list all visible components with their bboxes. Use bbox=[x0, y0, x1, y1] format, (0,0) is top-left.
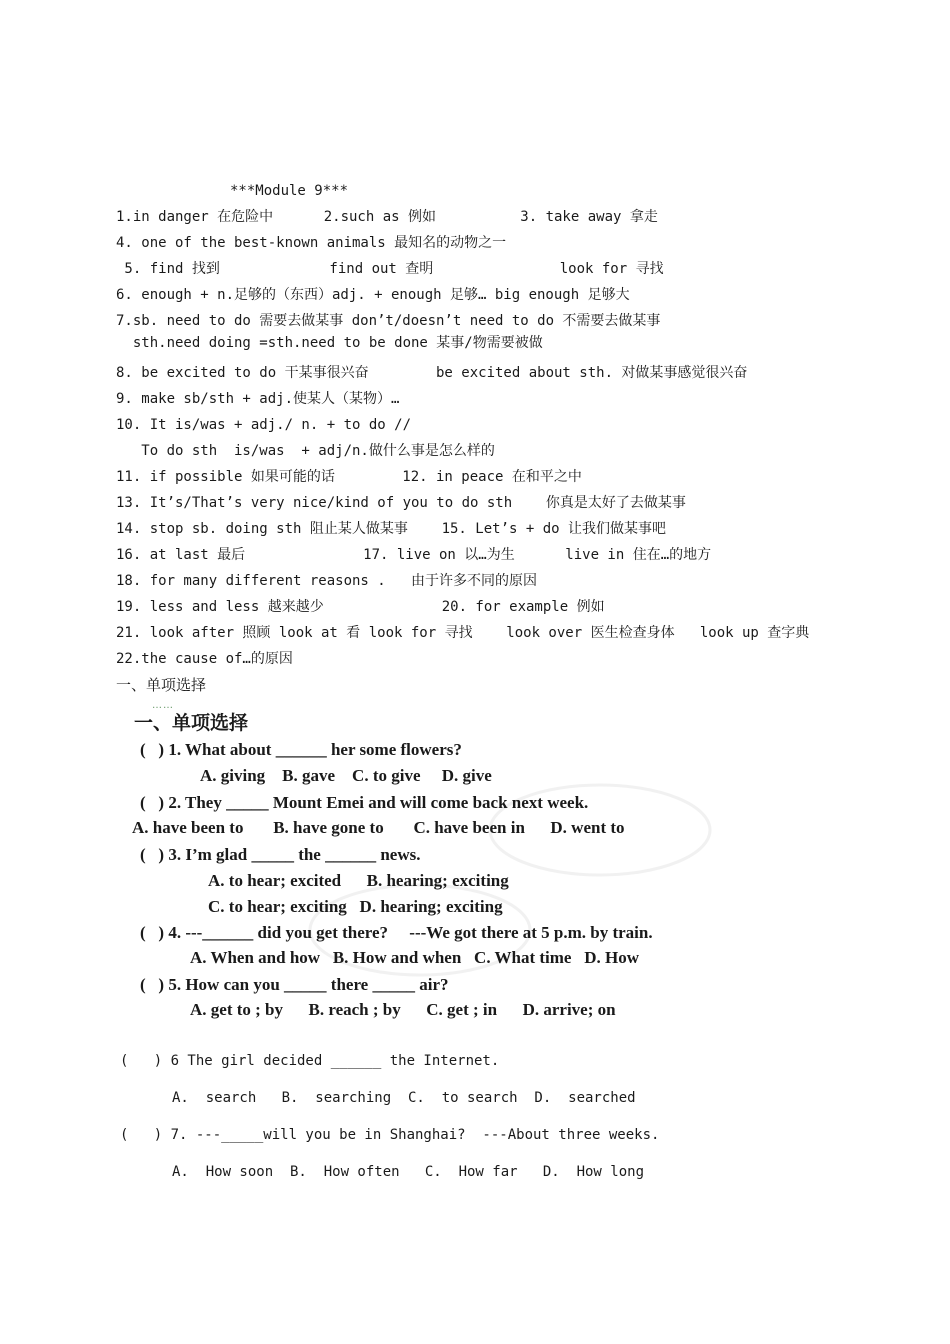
question-2: ( ) 2. They _____ Mount Emei and will come back next week. bbox=[140, 793, 589, 812]
section-heading-big: 一、单项选择 bbox=[134, 712, 249, 734]
question-4: ( ) 4. ---______ did you get there? ---We got there at 5 p.m. by train. bbox=[140, 923, 653, 942]
phrase-line-17: 21. look after 照顾 look at 看 look for 寻找 look over 医生检查身体 look up 查字典 bbox=[116, 625, 810, 641]
phrase-line-18: 22.the cause of…的原因 bbox=[116, 651, 293, 667]
decorative-dots: …… bbox=[152, 700, 174, 711]
phrase-line-7: 8. be excited to do 干某事很兴奋 be excited about sth. 对做某事感觉很兴奋 bbox=[116, 365, 748, 381]
section-heading-small: 一、单项选择 bbox=[116, 676, 207, 694]
question-3: ( ) 3. I’m glad _____ the ______ news. bbox=[140, 845, 421, 864]
phrase-line-3: 5. find 找到 find out 查明 look for 寻找 bbox=[116, 261, 664, 277]
question-5-options: A. get to ; by B. reach ; by C. get ; in D. arrive; on bbox=[190, 1000, 616, 1019]
question-3-options-a: A. to hear; excited B. hearing; exciting bbox=[208, 871, 509, 890]
question-6: ( ) 6 The girl decided ______ the Internet. bbox=[120, 1053, 500, 1069]
question-2-options: A. have been to B. have gone to C. have been in D. went to bbox=[132, 818, 625, 837]
question-1-options: A. giving B. gave C. to give D. give bbox=[200, 766, 492, 785]
phrase-line-11: 11. if possible 如果可能的话 12. in peace 在和平之中 bbox=[116, 469, 582, 485]
question-7: ( ) 7. ---_____will you be in Shanghai? ---About three weeks. bbox=[120, 1127, 660, 1143]
phrase-line-6: sth.need doing =sth.need to be done 某事/物需要被做 bbox=[116, 335, 543, 351]
phrase-line-14: 16. at last 最后 17. live on 以…为生 live in 住在…的地方 bbox=[116, 547, 712, 563]
phrase-line-5: 7.sb. need to do 需要去做某事 don’t/doesn’t need to do 不需要去做某事 bbox=[116, 313, 661, 329]
question-4-options: A. When and how B. How and when C. What time D. How bbox=[190, 948, 639, 967]
phrase-line-2: 4. one of the best-known animals 最知名的动物之一 bbox=[116, 235, 507, 251]
question-1: ( ) 1. What about ______ her some flowers? bbox=[140, 740, 462, 759]
phrase-line-8: 9. make sb/sth + adj.使某人（某物）… bbox=[116, 391, 400, 407]
phrase-line-9: 10. It is/was + adj./ n. + to do // bbox=[116, 417, 412, 433]
phrase-line-10: To do sth is/was + adj/n.做什么事是怎么样的 bbox=[116, 443, 495, 459]
phrase-line-4: 6. enough + n.足够的（东西）adj. + enough 足够… big enough 足够大 bbox=[116, 287, 630, 303]
phrase-line-15: 18. for many different reasons . 由于许多不同的原因 bbox=[116, 573, 538, 589]
phrase-line-16: 19. less and less 越来越少 20. for example 例如 bbox=[116, 599, 605, 615]
phrase-line-13: 14. stop sb. doing sth 阻止某人做某事 15. Let’s + do 让我们做某事吧 bbox=[116, 521, 667, 537]
phrase-line-12: 13. It’s/That’s very nice/kind of you to do sth 你真是太好了去做某事 bbox=[116, 495, 686, 511]
question-6-options: A. search B. searching C. to search D. searched bbox=[172, 1090, 636, 1106]
question-5: ( ) 5. How can you _____ there _____ air? bbox=[140, 975, 449, 994]
module-title: ***Module 9*** bbox=[230, 183, 349, 199]
phrase-line-1: 1.in danger 在危险中 2.such as 例如 3. take away 拿走 bbox=[116, 209, 658, 225]
question-7-options: A. How soon B. How often C. How far D. How long bbox=[172, 1164, 645, 1180]
question-3-options-b: C. to hear; exciting D. hearing; exciting bbox=[208, 897, 503, 916]
